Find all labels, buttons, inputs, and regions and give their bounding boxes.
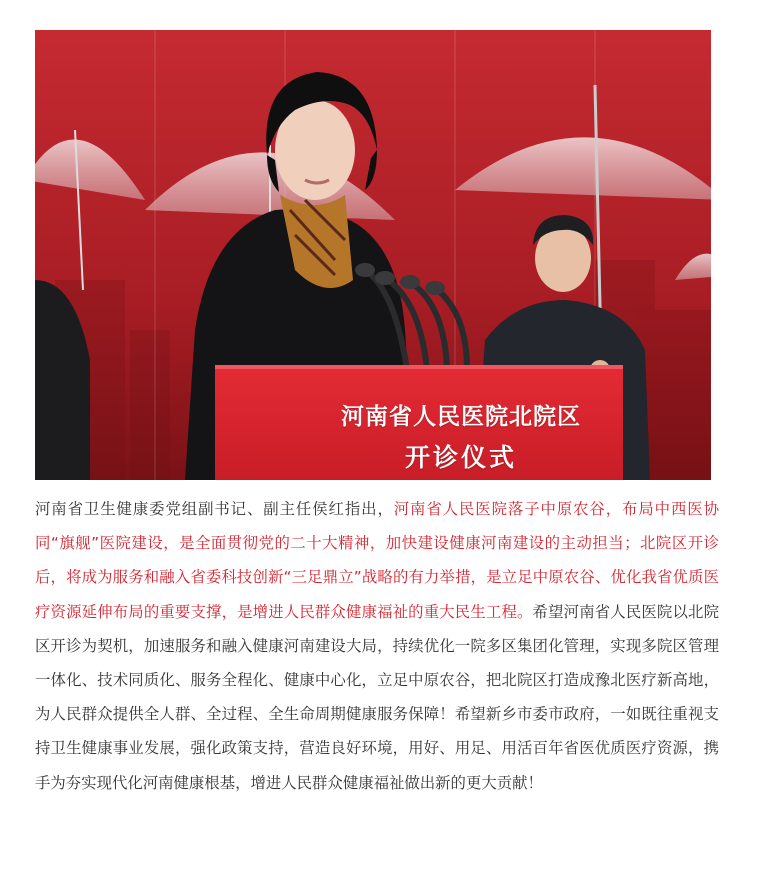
highlighted-text: 河南省人民医院落子中原农谷，布局中西医协同“旗舰”医院建设，是全面贯彻党的二十大精神，加快建设健康河南建设的主动担当；北院区开诊后，将成为服务和融入省委科技创新“三足鼎立”战略的有力举措，是立足中原农谷、优化我省优质医疗资源延伸布局的重要支撑，是增进人民群众健康福祉的重大民生工程。 xyxy=(35,500,719,621)
paragraph-rest: 希望河南省人民医院以北院区开诊为契机，加速服务和融入健康河南建设大局，持续优化一院多区集团化管理，实现多院区管理一体化、技术同质化、服务全程化、健康中心化，立足中原农谷，把北院区打造成豫北医疗新高地，为人民群众提供全人群、全过程、全生命周期健康服务保障！希望新乡市委市政府，一如既往重视支持卫生健康事业发展，强化政策支持，营造良好环境，用好、用足、用活百年省医优质医疗资源，携手为夯实现代化河南健康根基，增进人民群众健康福祉做出新的更大贡献！ xyxy=(35,602,719,792)
paragraph-intro: 河南省卫生健康委党组副书记、副主任侯红指出， xyxy=(35,500,394,518)
article-paragraph xyxy=(35,492,719,800)
news-photo xyxy=(35,30,711,480)
podium-sign-line2: 开诊仪式 xyxy=(404,443,517,472)
podium-sign-line1: 河南省人民医院北院区 xyxy=(341,403,581,430)
